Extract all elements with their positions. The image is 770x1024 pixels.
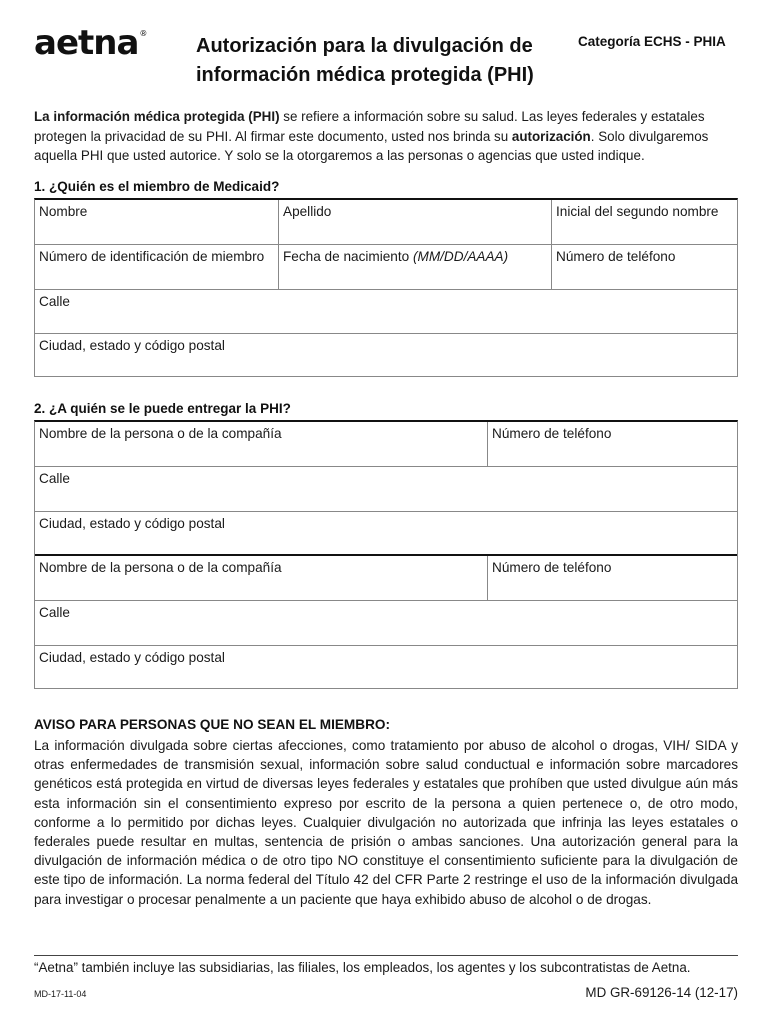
recipient-1-street-label: Calle — [39, 470, 70, 486]
member-id-field[interactable] — [35, 245, 279, 289]
member-phone-field[interactable] — [552, 245, 737, 289]
first-name-label: Nombre — [39, 204, 88, 219]
recipient-1-city-field[interactable] — [35, 512, 737, 555]
intro-bold-authorization: autorización — [511, 128, 591, 144]
aetna-logo — [34, 23, 147, 63]
title-line-2: información médica protegida (PHI) — [196, 64, 534, 86]
member-city-row — [35, 334, 737, 379]
recipient-1-phone-label: Número de teléfono — [492, 426, 612, 441]
footer-divider — [34, 955, 738, 956]
recipient-2-name-label: Nombre de la persona o de la compañía — [39, 560, 282, 576]
intro-bold-phi: La información médica protegida (PHI) — [34, 109, 280, 124]
member-street-label: Calle — [39, 293, 70, 309]
last-name-field[interactable] — [279, 200, 552, 244]
recipient-1-street-field[interactable] — [35, 467, 737, 511]
member-street-row — [35, 290, 737, 335]
recipient-1-street-row — [35, 467, 737, 512]
category-label: Categoría ECHS - PHIA — [578, 34, 726, 49]
recipient-2-name-row — [35, 556, 737, 601]
recipient-2-street-row — [35, 601, 737, 646]
intro-text-1: se refiere a información sobre su salud. Las leyes federales y estatales protegen la privacidad de su PHI. Al firmar este documento, usted nos brinda su — [34, 109, 705, 144]
member-city-label: Ciudad, estado y código postal — [39, 338, 225, 354]
member-id-row — [35, 245, 737, 290]
middle-initial-field[interactable] — [552, 200, 737, 244]
page-title — [196, 32, 566, 90]
member-city-field[interactable] — [35, 334, 737, 379]
recipient-1-name-row — [35, 422, 737, 467]
member-info-table — [34, 198, 738, 377]
member-street-field[interactable] — [35, 290, 737, 334]
logo-text: aetna — [34, 23, 139, 63]
recipients-table — [34, 420, 738, 689]
form-code: MD-17-11-04 — [34, 989, 87, 999]
section-2-heading: 2. ¿A quién se le puede entregar la PHI? — [34, 401, 291, 416]
registered-mark: ® — [139, 29, 147, 38]
notice-body: La información divulgada sobre ciertas afecciones, como tratamiento por abuso de alcohol o drogas, VIH/ SIDA y otras enfermedades de transmisión sexual, información sobre salud conductual e información sobre marcadores genéticos está protegida en virtud de diversas leyes federales y estatales que prohíben que usted divulgue aún más esta información sin el consentimiento expreso por escrito de la persona a quien pertenece o, de otro modo, conforme a lo permitido por dichas leyes. Cualquier divulgación no autorizada que infrinja las leyes estatales o federales puede resultar en multas, sentencia de prisión o ambas sanciones. Una autorización general para la divulgación de información médica o de otro tipo NO constituye el consentimiento suficiente para la divulgación de este tipo de información. La norma federal del Título 42 del CFR Parte 2 restringe el uso de la información divulgada para investigar o procesar penalmente a un paciente que haya exhibido abuso de alcohol o de drogas. — [34, 738, 738, 907]
middle-initial-label: Inicial del segundo nombre — [556, 204, 719, 219]
recipient-1-name-label: Nombre de la persona o de la compañía — [39, 426, 282, 441]
form-number: MD GR-69126-14 (12-17) — [585, 985, 738, 1000]
last-name-label: Apellido — [283, 204, 332, 219]
first-name-field[interactable] — [35, 200, 279, 244]
member-phone-label: Número de teléfono — [556, 248, 676, 264]
dob-label: Fecha de nacimiento — [283, 248, 413, 264]
intro-paragraph — [34, 107, 738, 166]
recipient-2-street-field[interactable] — [35, 601, 737, 645]
recipient-2-city-row — [35, 646, 737, 691]
section-1-heading: 1. ¿Quién es el miembro de Medicaid? — [34, 179, 280, 194]
recipient-2-phone-label: Número de teléfono — [492, 560, 612, 576]
recipient-2-city-field[interactable] — [35, 646, 737, 691]
recipient-2-city-label: Ciudad, estado y código postal — [39, 650, 225, 666]
title-line-1: Autorización para la divulgación de — [196, 35, 533, 57]
recipient-2-name-field[interactable] — [35, 556, 488, 600]
member-id-label: Número de identificación de miembro — [39, 248, 265, 264]
recipient-1-city-row — [35, 512, 737, 557]
intro-text-2: . Solo divulgaremos aquella PHI que usted autorice. Y solo se la otorgaremos a las personas o agencias que usted indique. — [34, 128, 709, 163]
recipient-1-name-field[interactable] — [35, 422, 488, 466]
recipient-1-city-label: Ciudad, estado y código postal — [39, 515, 225, 531]
recipient-1-phone-field[interactable] — [488, 422, 737, 466]
recipient-2-street-label: Calle — [39, 605, 70, 621]
member-name-row — [35, 200, 737, 245]
recipient-2-phone-field[interactable] — [488, 556, 737, 600]
dob-field[interactable] — [279, 245, 552, 289]
notice-heading: AVISO PARA PERSONAS QUE NO SEAN EL MIEMBRO: — [34, 717, 390, 732]
footer-note: “Aetna” también incluye las subsidiarias, las filiales, los empleados, los agentes y los subcontratistas de Aetna. — [34, 960, 691, 975]
dob-format: (MM/DD/AAAA) — [412, 248, 509, 264]
